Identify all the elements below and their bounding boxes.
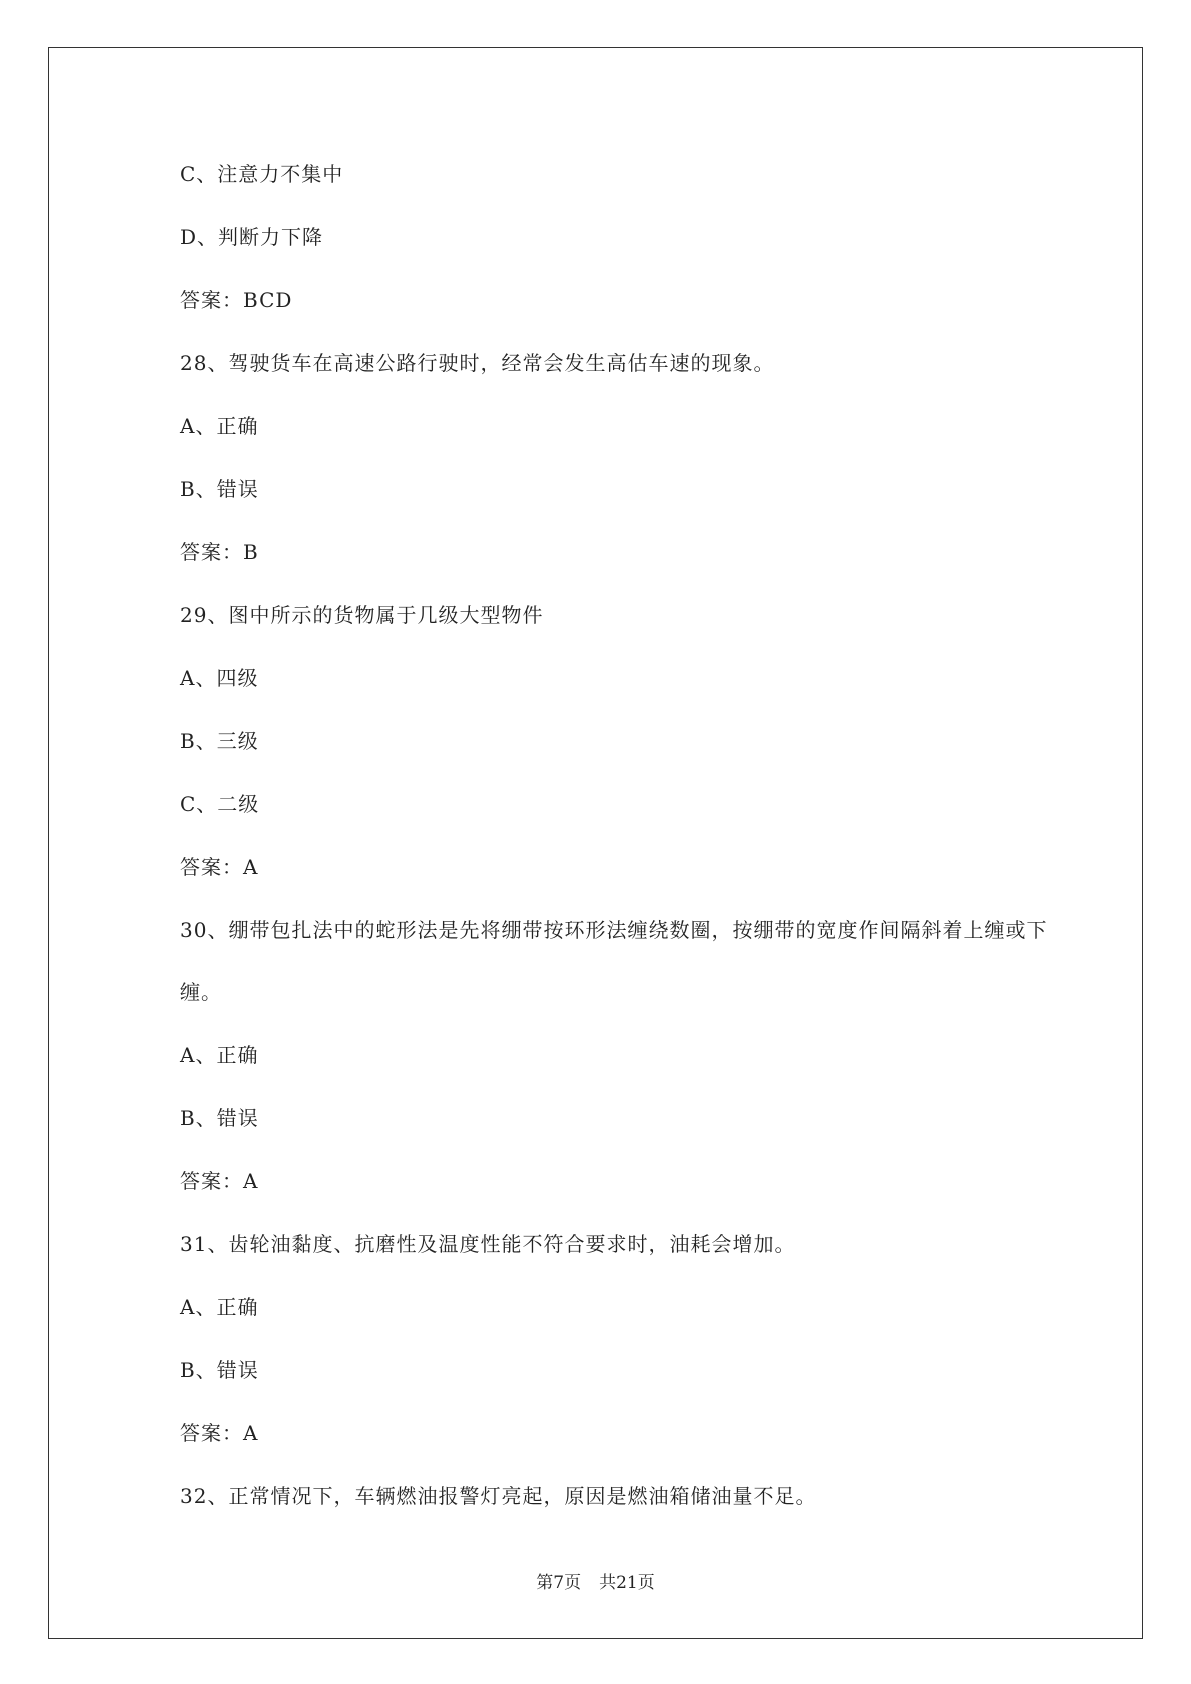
- option-a-line: A、四级: [180, 666, 259, 690]
- answer-line: 答案：BCD: [180, 288, 293, 312]
- answer-line: 答案：B: [180, 540, 259, 564]
- option-b-line: B、三级: [180, 729, 259, 753]
- option-a-line: A、正确: [180, 1295, 259, 1319]
- question-32: 32、正常情况下，车辆燃油报警灯亮起，原因是燃油箱储油量不足。: [180, 1484, 817, 1508]
- question-29: 29、图中所示的货物属于几级大型物件: [180, 603, 544, 627]
- option-a-line: A、正确: [180, 414, 259, 438]
- option-a-line: A、正确: [180, 1043, 259, 1067]
- page-number: 第7页: [536, 1573, 582, 1593]
- page-total: 共21页: [599, 1573, 655, 1593]
- option-b-line: B、错误: [180, 477, 259, 501]
- question-30-continuation: 缠。: [180, 980, 222, 1004]
- question-30: 30、绷带包扎法中的蛇形法是先将绷带按环形法缠绕数圈，按绷带的宽度作间隔斜着上缠或下: [180, 918, 1048, 942]
- option-b-line: B、错误: [180, 1106, 259, 1130]
- answer-line: 答案：A: [180, 855, 259, 879]
- question-31: 31、齿轮油黏度、抗磨性及温度性能不符合要求时，油耗会增加。: [180, 1232, 796, 1256]
- option-c-line: C、二级: [180, 792, 260, 816]
- answer-line: 答案：A: [180, 1421, 259, 1445]
- page-footer: [0, 1568, 1191, 1593]
- question-28: 28、驾驶货车在高速公路行驶时，经常会发生高估车速的现象。: [180, 351, 775, 375]
- option-c-line: C、注意力不集中: [180, 162, 344, 186]
- option-b-line: B、错误: [180, 1358, 259, 1382]
- option-d-line: D、判断力下降: [180, 225, 324, 249]
- document-body: [180, 155, 1048, 1540]
- answer-line: 答案：A: [180, 1169, 259, 1193]
